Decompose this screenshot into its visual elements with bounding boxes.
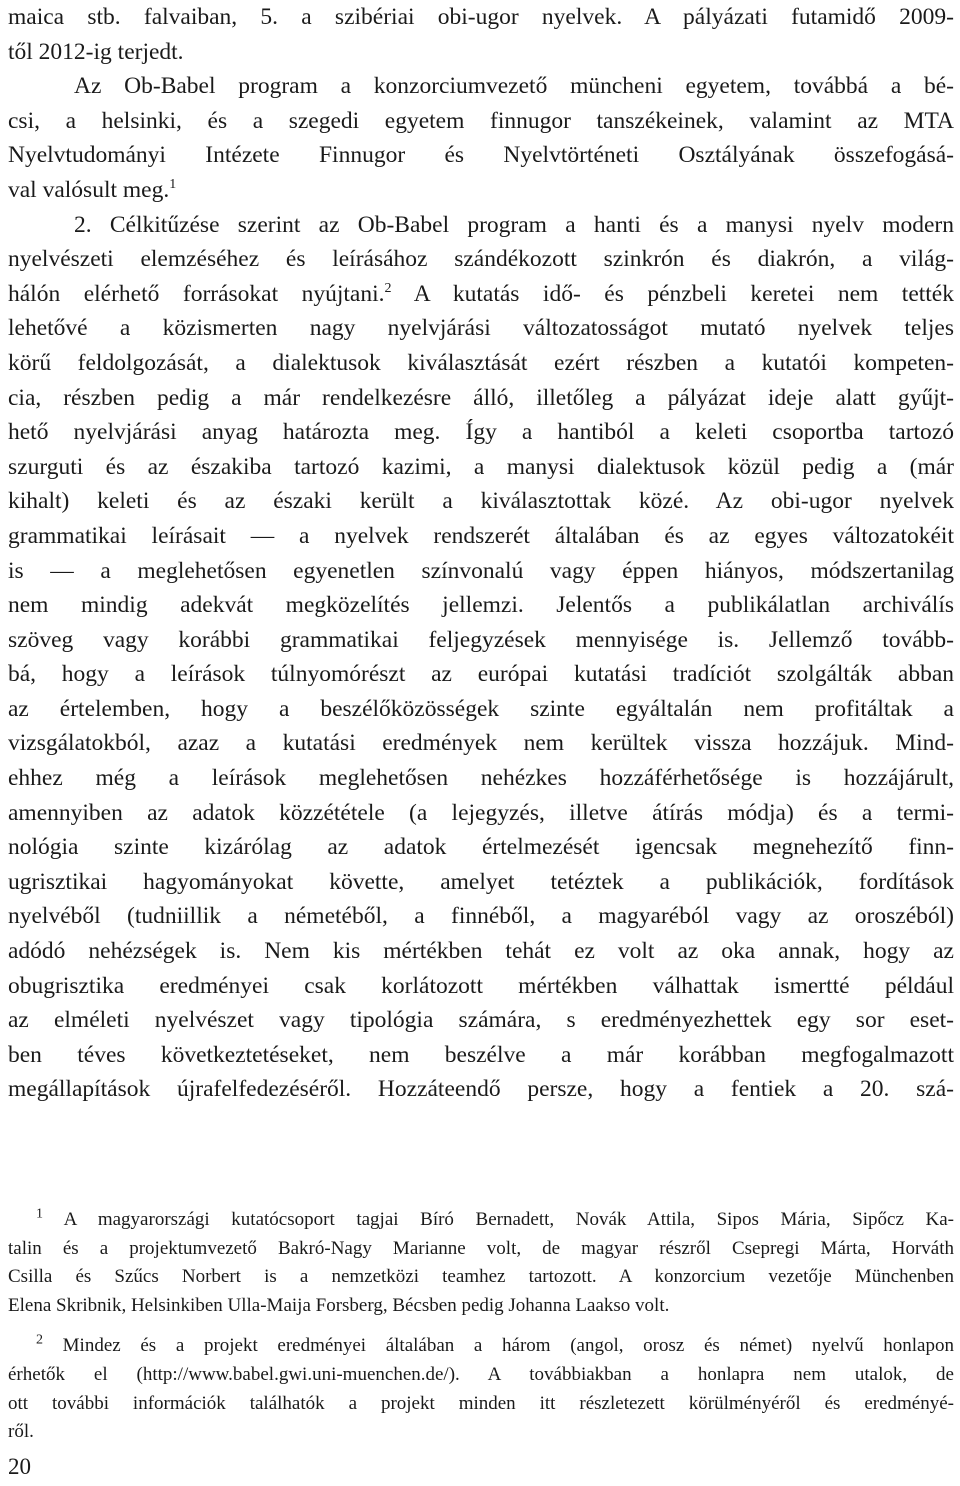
footnote-text: A magyarországi kutatócsoport tagjai Bíró Bernadett, Novák Attila, Sipos Mária, Sipőcz Ka- — [43, 1209, 954, 1230]
footnote-line: Elena Skribnik, Helsinkiben Ulla-Maija Forsberg, Bécsben pedig Johanna Laakso volt. — [8, 1294, 670, 1316]
text-line: megállapítások újrafelfedezéséről. Hozzáteendő persze, hogy a fentiek a 20. szá- — [8, 1076, 954, 1103]
footnote-ref-2[interactable]: 2 — [384, 280, 392, 296]
text-line: ben téves következtetéseket, nem beszélve a már korábban megfogalmazott — [8, 1041, 954, 1068]
footnote-number: 2 — [36, 1333, 43, 1349]
text-line: ehhez még a leírások meglehetősen nehézkes hozzáférhetősége is hozzájárult, — [8, 765, 954, 792]
footnote-line: ről. — [8, 1421, 34, 1443]
footnote-line: ott további információk találhatók a projekt minden itt részletezett körülményéről és eredményé- — [8, 1392, 954, 1414]
paragraph-top — [8, 0, 954, 69]
page-body — [8, 0, 954, 1107]
main-text — [8, 0, 954, 1107]
text-line: maica stb. falvaiban, 5. a szibériai obi-ugor nyelvek. A pályázati futamidő 2009- — [8, 4, 954, 30]
text-line: nológia szinte kizárólag az adatok értelmezését igencsak megnehezítő finn- — [8, 834, 954, 861]
text-line: nem mindig adekvát megközelítés jellemzi. Jelentős a publikálatlan archiválís — [8, 592, 954, 619]
footnote-line — [8, 1332, 954, 1361]
text-line: bá, hogy a leírások túlnyomórészt az európai kutatási tradíciót szolgálták abban — [8, 661, 954, 688]
text-line: körű feldolgozását, a dialektusok kiválasztását ezért részben a kutatói kompeten- — [8, 349, 954, 376]
text-line: szöveg vagy korábbi grammatikai feljegyzések mennyisége is. Jellemző tovább- — [8, 626, 954, 653]
footnote-number: 1 — [36, 1206, 43, 1222]
text-line: csi, a helsinki, és a szegedi egyetem finnugor tanszékeinek, valamint az MTA — [8, 107, 954, 134]
footnote-ref-1[interactable]: 1 — [169, 177, 177, 193]
text-line-content: A kutatás idő- és pénzbeli keretei nem tették — [391, 280, 954, 307]
text-line: szurguti és az északiba tartozó kazimi, a manysi dialektusok közül pedig a (már — [8, 453, 954, 480]
text-line: lehetővé a közismerten nagy nyelvjárási változatosságot mutató nyelvek teljes — [8, 315, 954, 342]
text-line — [8, 173, 954, 208]
text-line: Nyelvtudományi Intézete Finnugor és Nyelvtörténeti Osztályának összefogásá- — [8, 142, 954, 169]
text-line: nyelvészeti elemzéséhez és leírásához szándékozott szinkrón és diakrón, a világ- — [8, 246, 954, 273]
paragraph-1 — [8, 69, 954, 207]
footnote-line: érhetők el (http://www.babel.gwi.uni-muenchen.de/). A továbbiakban a honlapra nem utalok, de — [8, 1363, 954, 1385]
text-line: től 2012-ig terjedt. — [8, 38, 184, 65]
footnote-line: Csilla és Szűcs Norbert is a nemzetközi teamhez tartozott. A konzorcium vezetője Münchenben — [8, 1266, 954, 1288]
text-line: amennyiben az adatok közzététele (a lejegyzés, illetve átírás módja) és a termi- — [8, 799, 954, 826]
text-line — [8, 277, 954, 312]
text-line: cia, részben pedig a már rendelkezésre álló, illetőleg a pályázat ideje alatt gyűjt- — [8, 384, 954, 411]
text-line-content: hálón elérhető forrásokat nyújtani. — [8, 280, 385, 307]
footnotes — [8, 1206, 954, 1459]
text-line: nyelvéből (tudniillik a németéből, a finnéből, a magyaréból vagy az oroszéból) — [8, 903, 954, 930]
footnote-2 — [8, 1332, 954, 1446]
page-number: 20 — [8, 1454, 31, 1479]
text-line-content: val valósult meg. — [8, 176, 170, 203]
text-line: kihalt) keleti és az északi került a kiválasztottak közé. Az obi-ugor nyelvek — [8, 488, 954, 515]
text-line: az elméleti nyelvészet vagy tipológia számára, s eredményezhettek egy sor eset- — [8, 1007, 954, 1034]
text-line: grammatikai leírásait — a nyelvek rendszerét általában és az egyes változatokéit — [8, 522, 954, 549]
text-line: Az Ob-Babel program a konzorciumvezető müncheni egyetem, továbbá a bé- — [74, 73, 954, 100]
text-line: hető nyelvjárási anyag határozta meg. Így a hantiból a keleti csoportba tartozó — [8, 419, 954, 446]
text-line: obugrisztika eredményei csak korlátozott mértékben válhattak ismertté például — [8, 972, 954, 999]
text-line: az értelemben, hogy a beszélőközösségek szinte egyáltalán nem profitáltak a — [8, 695, 954, 722]
footnote-text: Mindez és a projekt eredményei általában a három (angol, orosz és német) nyelvű honlapon — [43, 1335, 954, 1357]
footnote-line: talin és a projektumvezető Bakró-Nagy Marianne volt, de magyar részről Csepregi Márta, Horváth — [8, 1237, 954, 1259]
text-line: adódó nehézségek is. Nem kis mértékben tehát ez volt az oka annak, hogy az — [8, 938, 954, 965]
footnote-line — [8, 1206, 954, 1235]
footnote-1 — [8, 1206, 954, 1320]
paragraph-2 — [8, 208, 954, 1107]
text-line: ugrisztikai hagyományokat követte, amelyet tetéztek a publikációk, fordítások — [8, 868, 954, 895]
text-line: 2. Célkitűzése szerint az Ob-Babel program a hanti és a manysi nyelv modern — [74, 211, 954, 238]
text-line: is — a meglehetősen egyenetlen színvonalú vagy éppen hiányos, módszertanilag — [8, 557, 954, 584]
text-line: vizsgálatokból, azaz a kutatási eredmények nem kerültek vissza hozzájuk. Mind- — [8, 730, 954, 757]
